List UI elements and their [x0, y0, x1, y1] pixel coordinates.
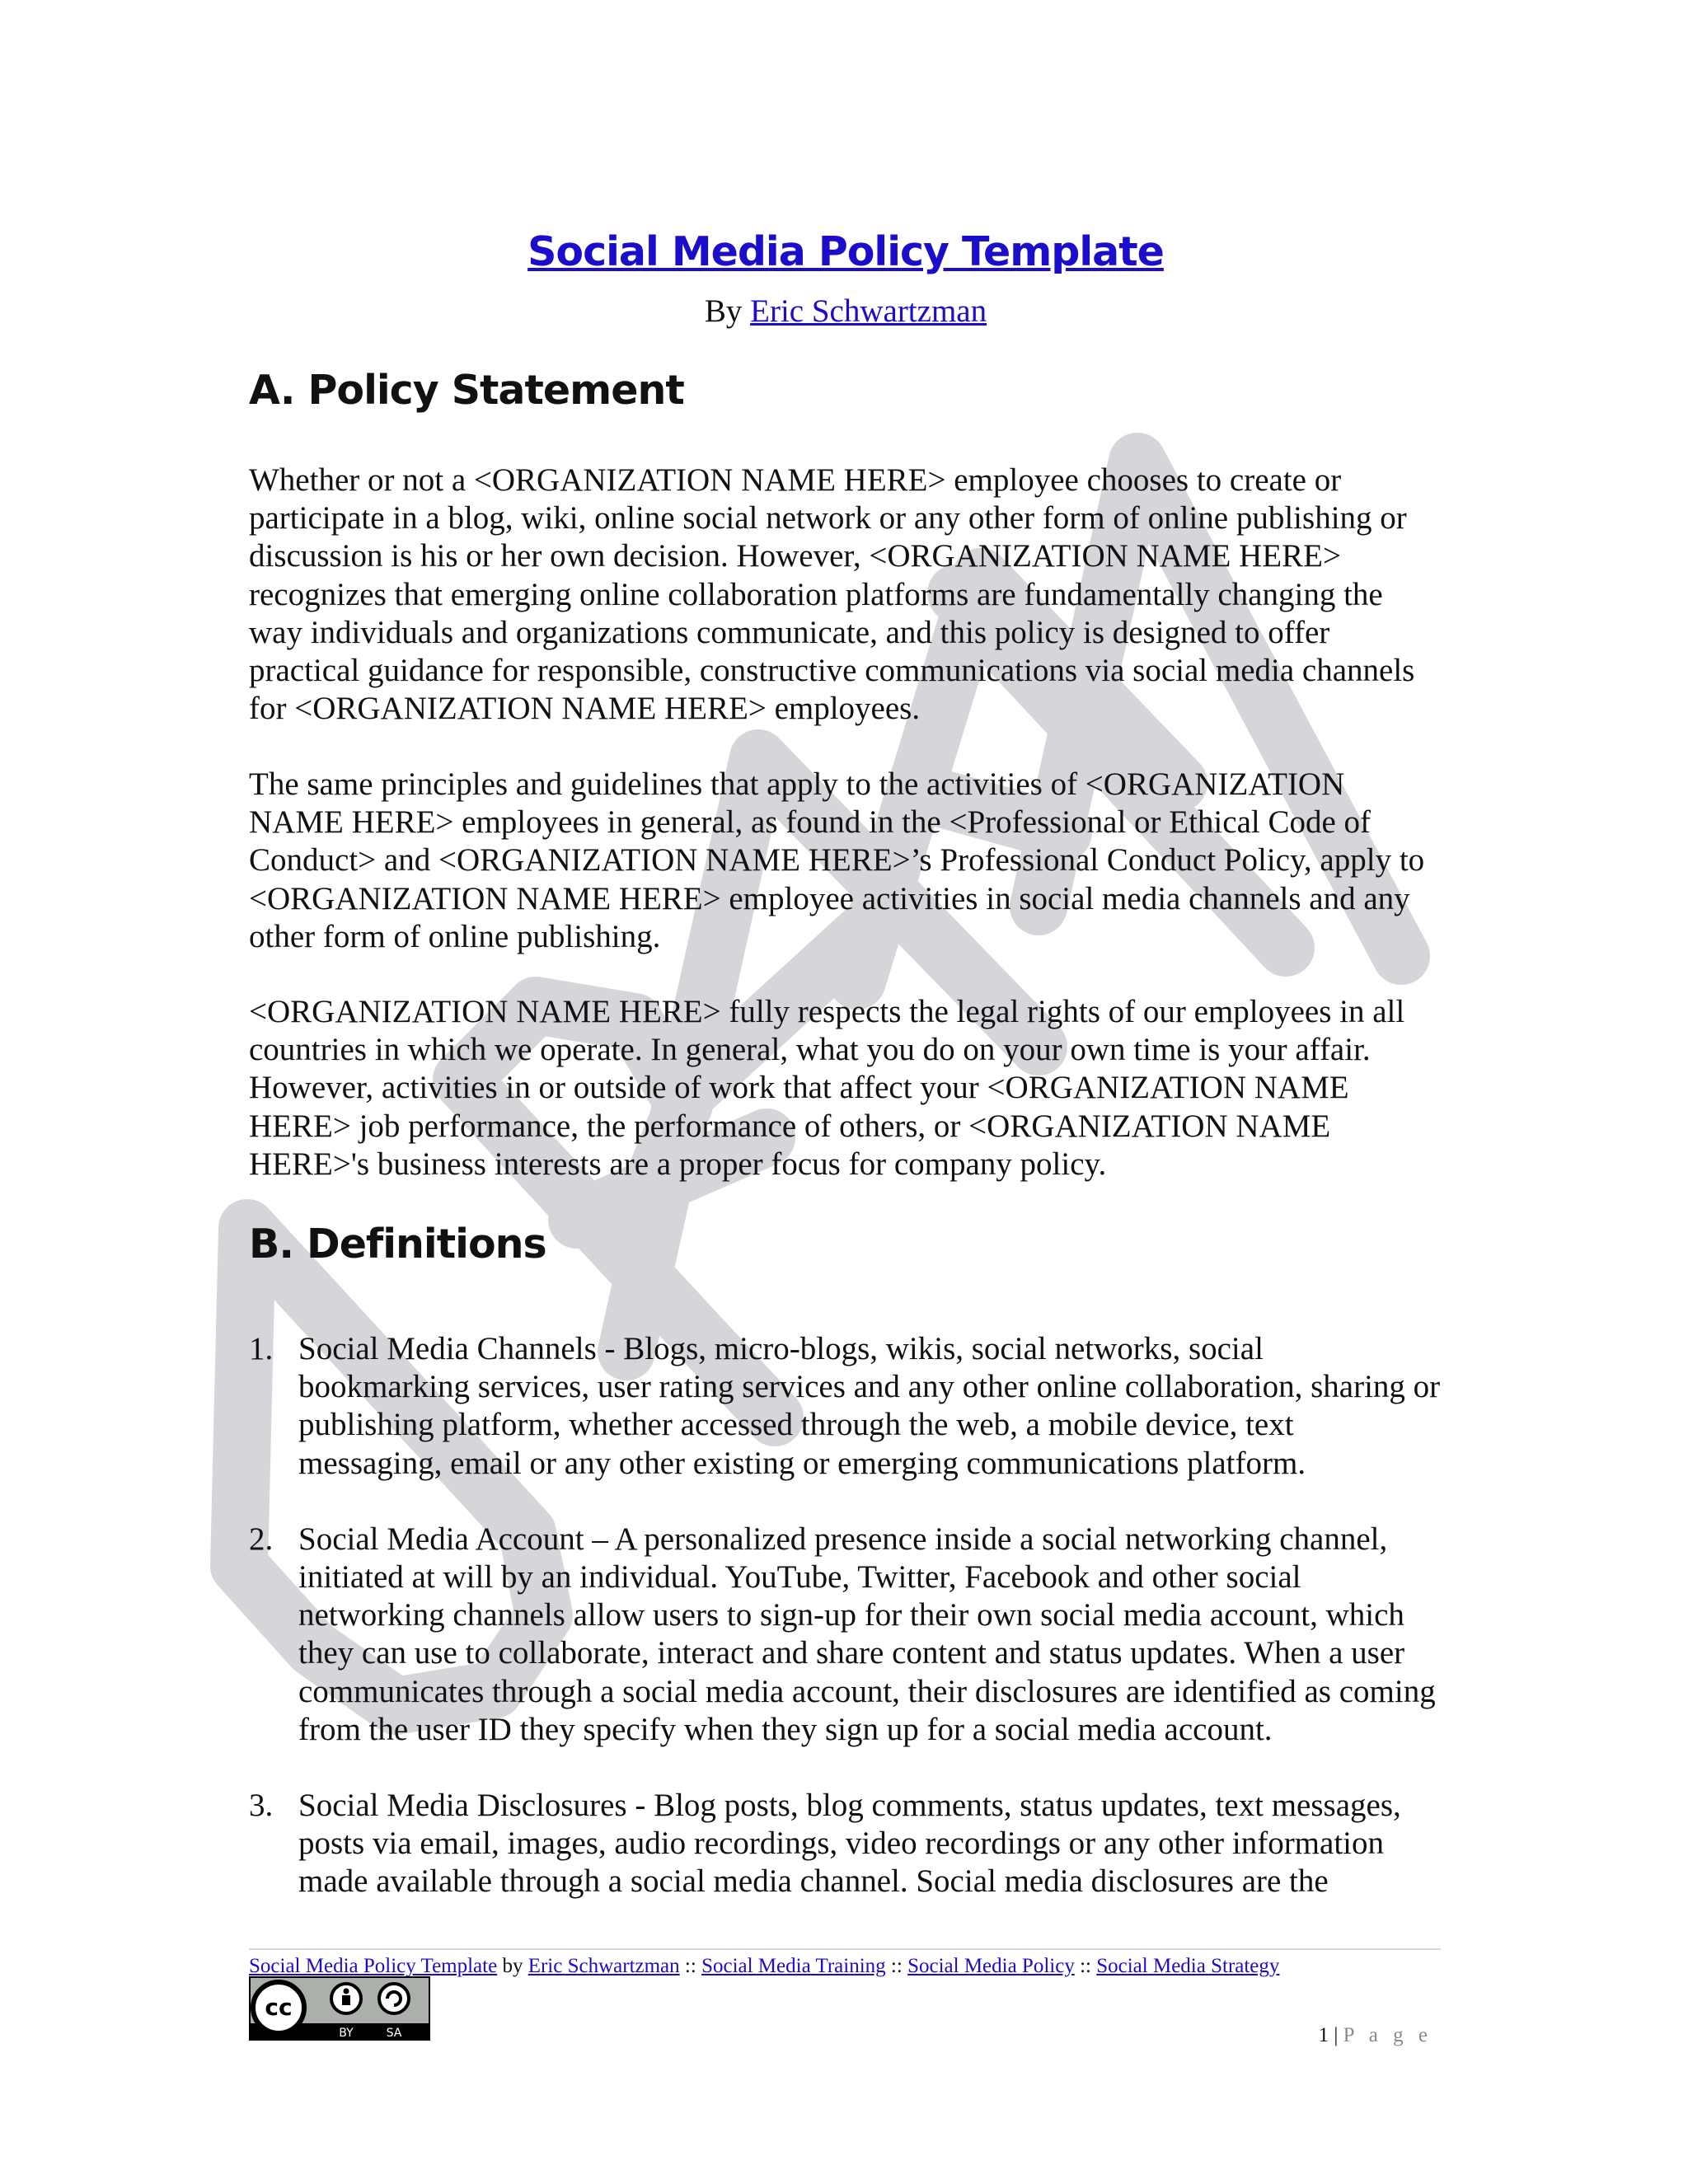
list-item	[249, 1521, 1442, 1749]
footer-divider	[249, 1948, 1441, 1950]
cc-logo-text: cc	[265, 1994, 293, 2021]
paragraph: The same principles and guidelines that apply to the activities of <ORGANIZATION NAME HERE> employees in general, as found in the <Professional or Ethical Code of Conduct> and <ORGANIZATION NAME HERE>’s Professional Conduct Policy, apply to <ORGANIZATION NAME HERE> employee activities in social media channels and any other form of online publishing.	[249, 766, 1425, 954]
footer-by: by	[502, 1955, 523, 1977]
cc-sa-text: SA	[386, 2027, 402, 2040]
list-item-text: Social Media Account – A personalized presence inside a social networking channel, initiated at will by an individual. YouTube, Twitter, Facebook and other social networking channels allow users to sign-up for their own social media account, which they can use to collaborate, interact and share content and status updates. When a user communicates through a social media account, their disclosures are identified as coming from the user ID they specify when they sign up for a social media account.	[298, 1521, 1436, 1747]
cc-by-text: BY	[339, 2027, 354, 2040]
page-number-separator: |	[1334, 2024, 1339, 2046]
list-item-number: 2.	[249, 1521, 274, 1557]
footer-title-link[interactable]: Social Media Policy Template	[249, 1955, 498, 1977]
cc-by-sa-license-badge[interactable]	[249, 1976, 430, 2041]
footer-separator: ::	[1080, 1955, 1091, 1977]
list-item	[249, 1787, 1442, 1901]
footer-separator: ::	[890, 1955, 903, 1977]
list-item-text: Social Media Disclosures - Blog posts, blog comments, status updates, text messages, posts via email, images, audio recordings, video recordings or any other information made available through a social media channel. Social media disclosures are the	[298, 1788, 1401, 1900]
definitions-list	[249, 1330, 1442, 1939]
section-heading-policy-statement: A. Policy Statement	[249, 367, 684, 414]
paragraph: <ORGANIZATION NAME HERE> fully respects the legal rights of our employees in all countries in which we operate. In general, what you do on your own time is your affair. However, activities in or outside of work that affect your <ORGANIZATION NAME HERE> job performance, the performance of others, or <ORGANIZATION NAME HERE>'s business interests are a proper focus for company policy.	[249, 994, 1405, 1182]
byline-prefix: By	[704, 293, 743, 329]
list-item-text: Social Media Channels - Blogs, micro-blogs, wikis, social networks, social bookmarking services, user rating services and any other online collaboration, sharing or publishing platform, whether accessed through the web, a mobile device, text messaging, email or any other existing or emerging communications platform.	[298, 1331, 1441, 1481]
list-item	[249, 1330, 1442, 1483]
footer-separator: ::	[684, 1955, 696, 1977]
page-number-value: 1	[1318, 2024, 1329, 2046]
author-link[interactable]: Eric Schwartzman	[750, 293, 987, 329]
paragraph: Whether or not a <ORGANIZATION NAME HERE> employee chooses to create or participate in a blog, wiki, online social network or any other form of online publishing or discussion is his or her own decision. However, <ORGANIZATION NAME HERE> recognizes that emerging online collaboration platforms are fundamentally changing the way individuals and organizations communicate, and this policy is designed to offer practical guidance for responsible, constructive communications via social media channels for <ORGANIZATION NAME HERE> employees.	[249, 462, 1415, 727]
footer-training-link[interactable]: Social Media Training	[701, 1955, 886, 1977]
title-link[interactable]: Social Media Policy Template	[528, 228, 1164, 275]
footer-policy-link[interactable]: Social Media Policy	[907, 1955, 1075, 1977]
byline	[249, 292, 1442, 331]
page-label: P a g e	[1343, 2024, 1432, 2046]
footer-author-link[interactable]: Eric Schwartzman	[528, 1955, 680, 1977]
section-heading-definitions: B. Definitions	[249, 1221, 546, 1268]
list-item-number: 1.	[249, 1331, 274, 1366]
footer-strategy-link[interactable]: Social Media Strategy	[1096, 1955, 1280, 1977]
list-item-number: 3.	[249, 1788, 274, 1824]
document-title	[249, 227, 1442, 277]
page-number	[1319, 2022, 1432, 2049]
